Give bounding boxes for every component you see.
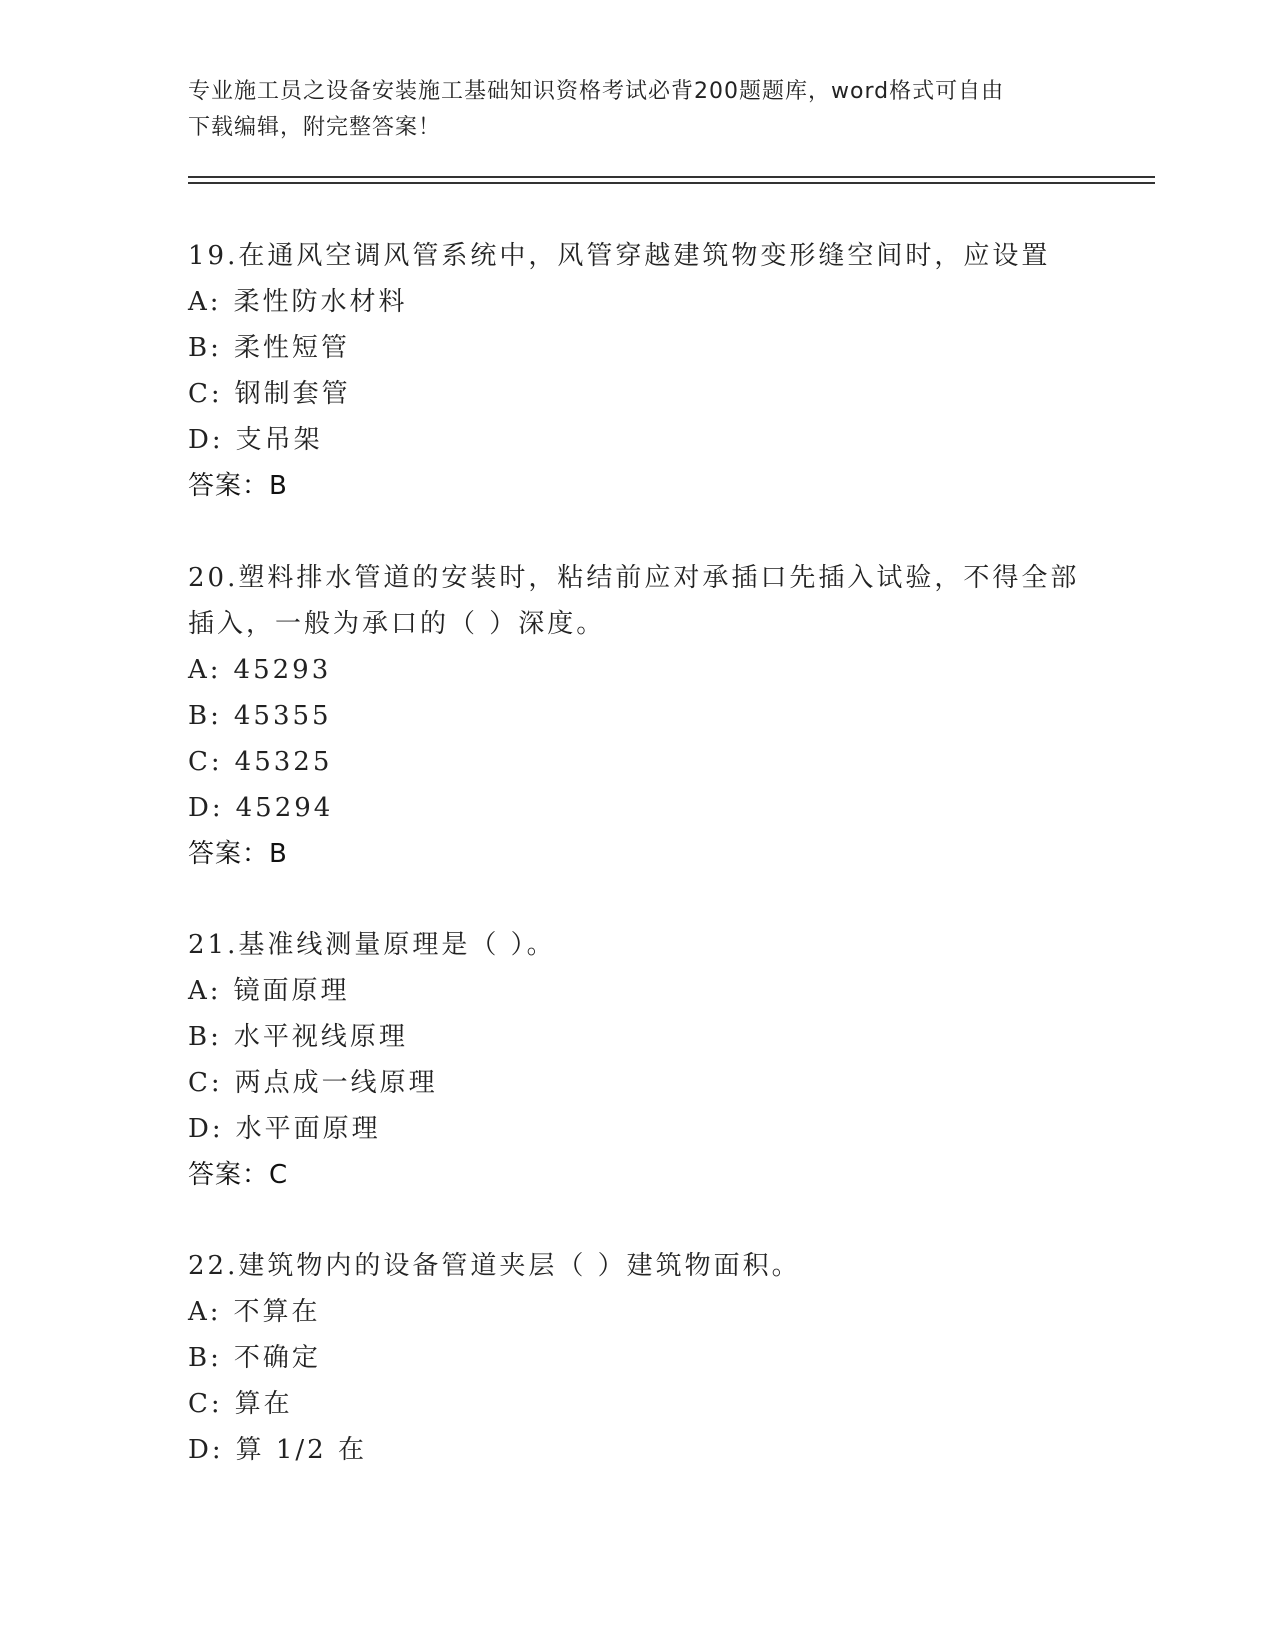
question-22 — [188, 1243, 1088, 1473]
header-divider-bottom — [188, 182, 1155, 184]
header-line-2: 下载编辑，附完整答案！ — [188, 115, 442, 140]
question-21 — [188, 922, 1088, 1198]
option-b — [188, 1014, 1088, 1060]
question-19 — [188, 233, 1088, 509]
question-stem: 20.塑料排水管道的安装时，粘结前应对承插口先插入试验，不得全部 — [188, 563, 1080, 593]
option-label: A: — [188, 655, 222, 685]
option-text: 45355 — [233, 701, 332, 731]
answer-line: 答案：B — [188, 839, 288, 869]
option-label: D: — [188, 1114, 224, 1144]
question-20 — [188, 555, 1088, 877]
option-text: 45294 — [235, 793, 334, 823]
option-c — [188, 371, 1088, 417]
option-text: 水平视线原理 — [233, 1022, 408, 1052]
option-text: 支吊架 — [235, 425, 323, 455]
option-d — [188, 417, 1088, 463]
option-label: D: — [188, 793, 224, 823]
option-a — [188, 968, 1088, 1014]
option-label: C: — [188, 1389, 223, 1419]
option-label: B: — [188, 701, 222, 731]
option-b — [188, 1335, 1088, 1381]
option-label: C: — [188, 1068, 223, 1098]
header-line-1: 专业施工员之设备安装施工基础知识资格考试必背200题题库，word格式可自由 — [188, 79, 1005, 104]
question-stem: 19.在通风空调风管系统中，风管穿越建筑物变形缝空间时，应设置 — [188, 241, 1051, 271]
answer-line: 答案：C — [188, 1160, 289, 1190]
option-label: B: — [188, 1022, 222, 1052]
option-c — [188, 739, 1088, 785]
option-text: 柔性防水材料 — [233, 287, 408, 317]
option-text: 钢制套管 — [234, 379, 351, 409]
option-a — [188, 647, 1088, 693]
option-text: 水平面原理 — [235, 1114, 381, 1144]
option-text: 两点成一线原理 — [234, 1068, 438, 1098]
option-label: B: — [188, 1343, 222, 1373]
option-text: 算 1/2 在 — [235, 1435, 367, 1465]
document-header — [188, 74, 1088, 146]
option-a — [188, 1289, 1088, 1335]
option-d — [188, 785, 1088, 831]
option-text: 45325 — [234, 747, 333, 777]
option-text: 柔性短管 — [233, 333, 350, 363]
option-text: 算在 — [234, 1389, 293, 1419]
header-divider-top — [188, 176, 1155, 178]
option-text: 不确定 — [233, 1343, 321, 1373]
option-label: D: — [188, 425, 224, 455]
option-label: A: — [188, 287, 222, 317]
option-b — [188, 325, 1088, 371]
option-c — [188, 1060, 1088, 1106]
option-d — [188, 1427, 1088, 1473]
option-label: D: — [188, 1435, 224, 1465]
option-b — [188, 693, 1088, 739]
option-label: B: — [188, 333, 222, 363]
option-text: 不算在 — [233, 1297, 321, 1327]
option-text: 镜面原理 — [233, 976, 350, 1006]
option-d — [188, 1106, 1088, 1152]
option-label: A: — [188, 1297, 222, 1327]
option-c — [188, 1381, 1088, 1427]
option-a — [188, 279, 1088, 325]
question-stem: 22.建筑物内的设备管道夹层（ ）建筑物面积。 — [188, 1251, 801, 1281]
option-label: C: — [188, 747, 223, 777]
question-stem-continued: 插入，一般为承口的（ ）深度。 — [188, 609, 606, 639]
answer-line: 答案：B — [188, 471, 288, 501]
option-text: 45293 — [233, 655, 332, 685]
question-stem: 21.基准线测量原理是（ ）。 — [188, 930, 556, 960]
option-label: A: — [188, 976, 222, 1006]
option-label: C: — [188, 379, 223, 409]
